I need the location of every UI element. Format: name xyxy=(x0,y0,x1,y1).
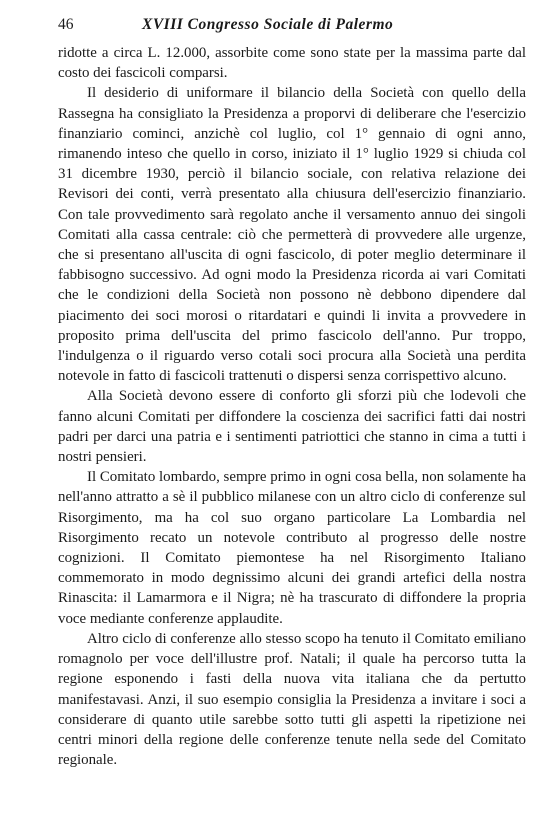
paragraph-conforto: Alla Società devono essere di conforto gli sforzi più che lodevoli che fanno alcuni Comitati per diffondere la coscienza dei sacrifici fatti dai nostri padri per darci una patria e i sentimenti patriottici che stanno in cima a tutti i nostri pensieri. xyxy=(58,388,526,466)
page-header xyxy=(58,16,526,36)
paragraph-bilancio: Il desiderio di uniformare il bilancio della Società con quello della Rassegna ha consigliato la Presidenza a proporvi di deliberare che l'esercizio finanziario cominci, anzichè col luglio, col 1° gennaio di ogni anno, rimanendo inteso che quello in corso, iniziato il 1° luglio 1929 si chiuda col 31 dicembre 1930, perciò il bilancio sociale, con relativa relazione dei Revisori dei conti, verrà presentato alla chiusura dell'esercizio finanziario. Con tale provvedimento sarà regolato anche il versamento annuo dei singoli Comitati alla cassa centrale: ciò che permetterà di provvedere alle urgenze, che si presentano all'uscita di ogni fascicolo, di poter meglio determinare il fabbisogno successivo. Ad ogni modo la Presidenza ricorda ai vari Comitati che le condizioni della Società non possono nè debbono dipendere dal piacimento dei soci morosi o ritardatari e quindi li invita a provvedere in proposito prima dell'uscita del primo fascicolo dell'anno. Pur troppo, l'indulgenza o il riguardo verso cotali soci procura alla Società una perdita notevole in fatto di fascicoli trattenuti o dispersi senza corrispettivo alcuno. xyxy=(58,85,526,385)
paragraph-continuation: ridotte a circa L. 12.000, assorbite come sono state per la massima parte dal costo dei fascicoli comparsi. xyxy=(58,45,526,82)
body-text xyxy=(58,43,526,770)
running-title: XVIII Congresso Sociale di Palermo xyxy=(142,16,394,33)
paragraph-comitato-lombardo: Il Comitato lombardo, sempre primo in ogni cosa bella, non solamente ha nell'anno attratto a sè il pubblico milanese con un altro ciclo di conferenze sul Risorgimento, ma ha col suo organo particolare La Lombardia nel Risorgimento recato un notevole contributo al progresso delle nostre cognizioni. Il Comitato piemontese ha nel Risorgimento Italiano commemorato in modo degnissimo alcuni dei grandi artefici della nostra Rinascita: il Lamarmora e il Nigra; nè ha trascurato di diffondere la propria voce mediante conferenze applaudite. xyxy=(58,469,526,627)
paragraph-conferenze: Altro ciclo di conferenze allo stesso scopo ha tenuto il Comitato emiliano romagnolo per voce dell'illustre prof. Natali; il quale ha percorso tutta la regione esponendo i fasti della nuova vita italiana che da pertutto manifestavasi. Anzi, il suo esempio consiglia la Presidenza a invitare i soci a considerare di quanto utile sarebbe sotto tutti gli aspetti la ripetizione nei centri minori della regione delle conferenze tenute nella sede del Comitato regionale. xyxy=(58,630,526,769)
page-number: 46 xyxy=(58,16,74,33)
